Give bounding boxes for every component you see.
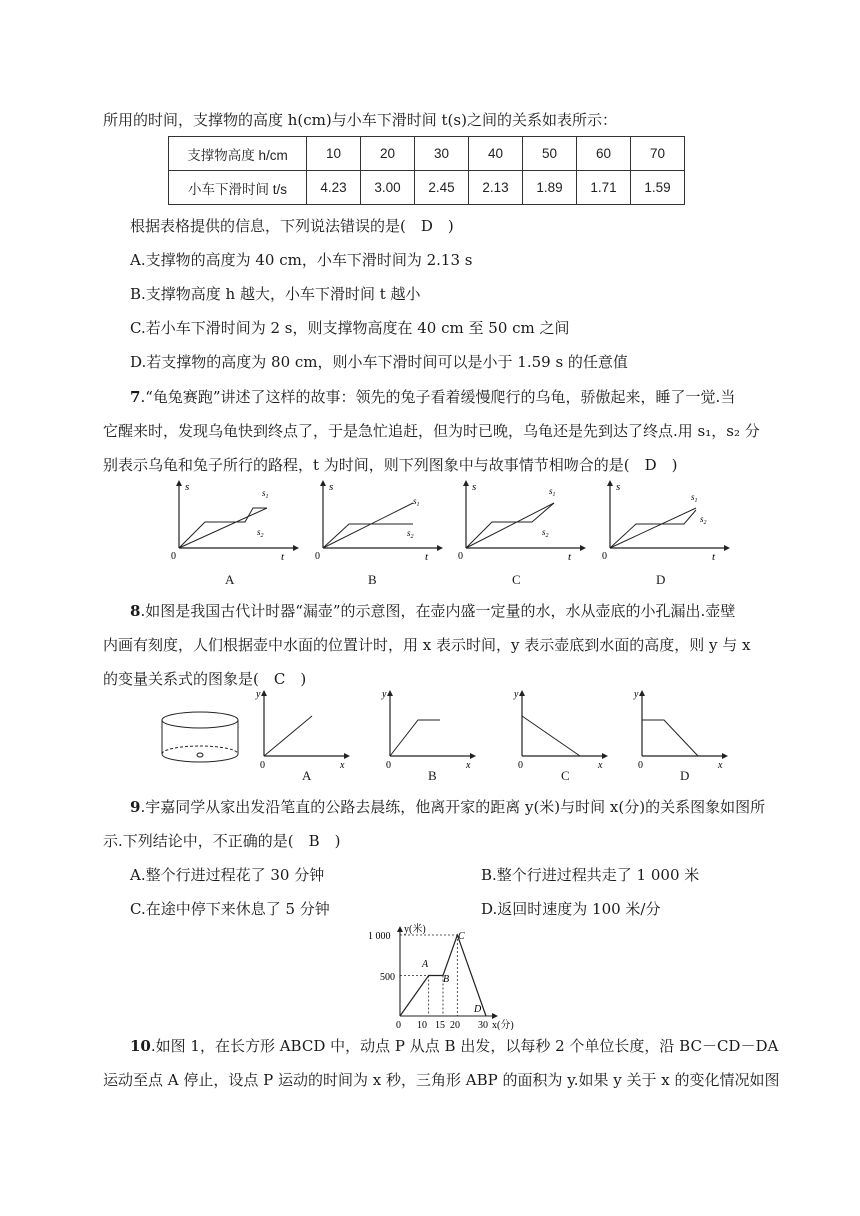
series-label-s2: $s_2$ bbox=[257, 527, 264, 539]
axis-label-x: x bbox=[598, 760, 603, 771]
q7-text: .“龟兔赛跑”讲述了这样的故事：领先的兔子看着缓慢爬行的乌龟，骄傲起来，睡了一觉.当 bbox=[140, 388, 736, 406]
q7-graph-d bbox=[596, 478, 736, 568]
q10-text: .如图 1，在长方形 ABCD 中，动点 P 从点 B 出发，以每秒 2 个单位长度，沿 BC－CD－DA bbox=[150, 1037, 779, 1055]
table-cell: 70 bbox=[631, 137, 685, 171]
q6-option-c: C.若小车下滑时间为 2 s，则支撑物高度在 40 cm 至 50 cm 之间 bbox=[130, 319, 570, 337]
axis-label-y: y bbox=[256, 689, 261, 700]
axis-label-y: y bbox=[382, 689, 387, 700]
q9-text: .宇嘉同学从家出发沿笔直的公路去晨练，他离开家的距离 y(米)与时间 x(分)的关系图象如图所 bbox=[140, 798, 766, 816]
axis-label-y: y bbox=[514, 689, 519, 700]
q9-option-c: C.在途中停下来休息了 5 分钟 bbox=[130, 900, 330, 918]
table-cell: 30 bbox=[415, 137, 469, 171]
x-tick-label: 15 bbox=[435, 1020, 445, 1031]
axis-label-x: x bbox=[466, 760, 471, 771]
x-tick-label: 30 bbox=[478, 1020, 488, 1031]
q8-graph-b bbox=[378, 686, 478, 772]
axis-label-x: t bbox=[281, 551, 285, 563]
intro-text: 所用的时间，支撑物的高度 h(cm)与小车下滑时间 t(s)之间的关系如表所示： bbox=[103, 111, 617, 129]
series-label-s1: $s_1$ bbox=[691, 492, 698, 504]
x-tick-label: 10 bbox=[417, 1020, 427, 1031]
table-cell: 2.45 bbox=[415, 171, 469, 205]
axis-label-y: s bbox=[329, 481, 334, 493]
q8-graph-a bbox=[252, 686, 352, 772]
q7-caption-a: A bbox=[225, 572, 235, 587]
q6-option-b: B.支撑物高度 h 越大，小车下滑时间 t 越小 bbox=[130, 285, 421, 303]
table-header-height: 支撑物高度 h/cm bbox=[169, 137, 307, 171]
q9-distance-time-chart bbox=[366, 922, 526, 1034]
q6-option-a: A.支撑物的高度为 40 cm，小车下滑时间为 2.13 s bbox=[130, 251, 473, 269]
x-tick-label: 0 bbox=[396, 1020, 401, 1031]
data-table bbox=[168, 136, 685, 205]
q8-graph-d bbox=[630, 686, 730, 772]
series-label-s1: $s_1$ bbox=[413, 496, 420, 508]
table-cell: 20 bbox=[361, 137, 415, 171]
q7-caption-c: C bbox=[512, 572, 521, 587]
q9-option-b: B.整个行进过程共走了 1 000 米 bbox=[481, 866, 700, 884]
q7-line2: 它醒来时，发现乌龟快到终点了，于是急忙追赶，但为时已晚，乌龟还是先到达了终点.用 s₁，s₂ 分 bbox=[103, 422, 760, 440]
q8-caption-a: A bbox=[302, 768, 312, 783]
series-label-s1: $s_1$ bbox=[549, 486, 556, 498]
q7-graph-a bbox=[165, 478, 305, 568]
axis-label-y: s bbox=[616, 481, 621, 493]
x-tick-label: 20 bbox=[450, 1020, 460, 1031]
origin-label: 0 bbox=[638, 760, 643, 771]
origin-label: 0 bbox=[458, 551, 463, 562]
table-header-time: 小车下滑时间 t/s bbox=[169, 171, 307, 205]
q9-option-d: D.返回时速度为 100 米/分 bbox=[481, 900, 661, 918]
series-label-s1: $s_1$ bbox=[262, 488, 269, 500]
axis-label-x: t bbox=[712, 551, 716, 563]
table-cell: 40 bbox=[469, 137, 523, 171]
q9-line1 bbox=[130, 797, 765, 817]
q8-line3: 的变量关系式的图象是( C ) bbox=[103, 670, 307, 688]
q6-stem: 根据表格提供的信息，下列说法错误的是( D ) bbox=[130, 217, 454, 235]
q10-line2: 运动至点 A 停止，设点 P 运动的时间为 x 秒，三角形 ABP 的面积为 y.如果 y 关于 x 的变化情况如图 bbox=[103, 1071, 780, 1089]
origin-label: 0 bbox=[315, 551, 320, 562]
x-axis-label: x(分) bbox=[492, 1020, 514, 1031]
q8-caption-b: B bbox=[428, 768, 437, 783]
question-number: 9 bbox=[130, 798, 141, 816]
axis-label-x: t bbox=[425, 551, 429, 563]
point-label-b: B bbox=[443, 974, 450, 985]
origin-label: 0 bbox=[518, 760, 523, 771]
q8-text: .如图是我国古代计时器“漏壶”的示意图，在壶内盛一定量的水，水从壶底的小孔漏出.壶壁 bbox=[140, 602, 736, 620]
axis-label-y: s bbox=[472, 481, 477, 493]
origin-label: 0 bbox=[260, 760, 265, 771]
table-cell: 60 bbox=[577, 137, 631, 171]
series-label-s2: $s_2$ bbox=[407, 528, 414, 540]
series-label-s2: $s_2$ bbox=[700, 514, 707, 526]
axis-label-x: x bbox=[340, 760, 345, 771]
y-tick-label: 1 000 bbox=[368, 931, 391, 942]
point-label-a: A bbox=[422, 959, 429, 970]
point-label-c: C bbox=[458, 931, 465, 942]
origin-label: 0 bbox=[386, 760, 391, 771]
table-cell: 1.89 bbox=[523, 171, 577, 205]
q8-line1 bbox=[130, 601, 735, 621]
series-label-s2: $s_2$ bbox=[542, 527, 549, 539]
table-row bbox=[169, 137, 685, 171]
table-cell: 10 bbox=[307, 137, 361, 171]
q9-line2: 示.下列结论中，不正确的是( B ) bbox=[103, 832, 341, 850]
q7-line3: 别表示乌龟和兔子所行的路程，t 为时间，则下列图象中与故事情节相吻合的是( D ) bbox=[103, 456, 678, 474]
table-cell: 1.59 bbox=[631, 171, 685, 205]
table-cell: 50 bbox=[523, 137, 577, 171]
q8-line2: 内画有刻度，人们根据壶中水面的位置计时，用 x 表示时间，y 表示壶底到水面的高度，则 y 与 x bbox=[103, 636, 751, 654]
axis-label-x: t bbox=[568, 551, 572, 563]
q8-graph-c bbox=[510, 686, 610, 772]
q7-graph-b bbox=[309, 478, 449, 568]
axis-label-y: y bbox=[634, 689, 639, 700]
origin-label: 0 bbox=[602, 551, 607, 562]
table-row bbox=[169, 171, 685, 205]
q7-caption-d: D bbox=[656, 572, 666, 587]
y-axis-label: y(米) bbox=[404, 924, 426, 935]
q7-graph-c bbox=[452, 478, 592, 568]
table-cell: 2.13 bbox=[469, 171, 523, 205]
question-number: 10 bbox=[130, 1037, 151, 1055]
q10-line1 bbox=[130, 1036, 778, 1056]
table-cell: 3.00 bbox=[361, 171, 415, 205]
q8-caption-d: D bbox=[680, 768, 690, 783]
q7-line1 bbox=[130, 387, 735, 407]
q9-option-a: A.整个行进过程花了 30 分钟 bbox=[130, 866, 325, 884]
table-cell: 1.71 bbox=[577, 171, 631, 205]
q7-caption-b: B bbox=[368, 572, 377, 587]
question-number: 7 bbox=[130, 388, 141, 406]
q6-option-d: D.若支撑物的高度为 80 cm，则小车下滑时间可以是小于 1.59 s 的任意值 bbox=[130, 353, 628, 371]
axis-label-x: x bbox=[718, 760, 723, 771]
q8-caption-c: C bbox=[561, 768, 570, 783]
point-label-d: D bbox=[474, 1004, 482, 1015]
water-clock-cylinder bbox=[158, 708, 244, 768]
table-cell: 4.23 bbox=[307, 171, 361, 205]
axis-label-y: s bbox=[185, 481, 190, 493]
y-tick-label: 500 bbox=[380, 972, 395, 983]
question-number: 8 bbox=[130, 602, 141, 620]
origin-label: 0 bbox=[171, 551, 176, 562]
